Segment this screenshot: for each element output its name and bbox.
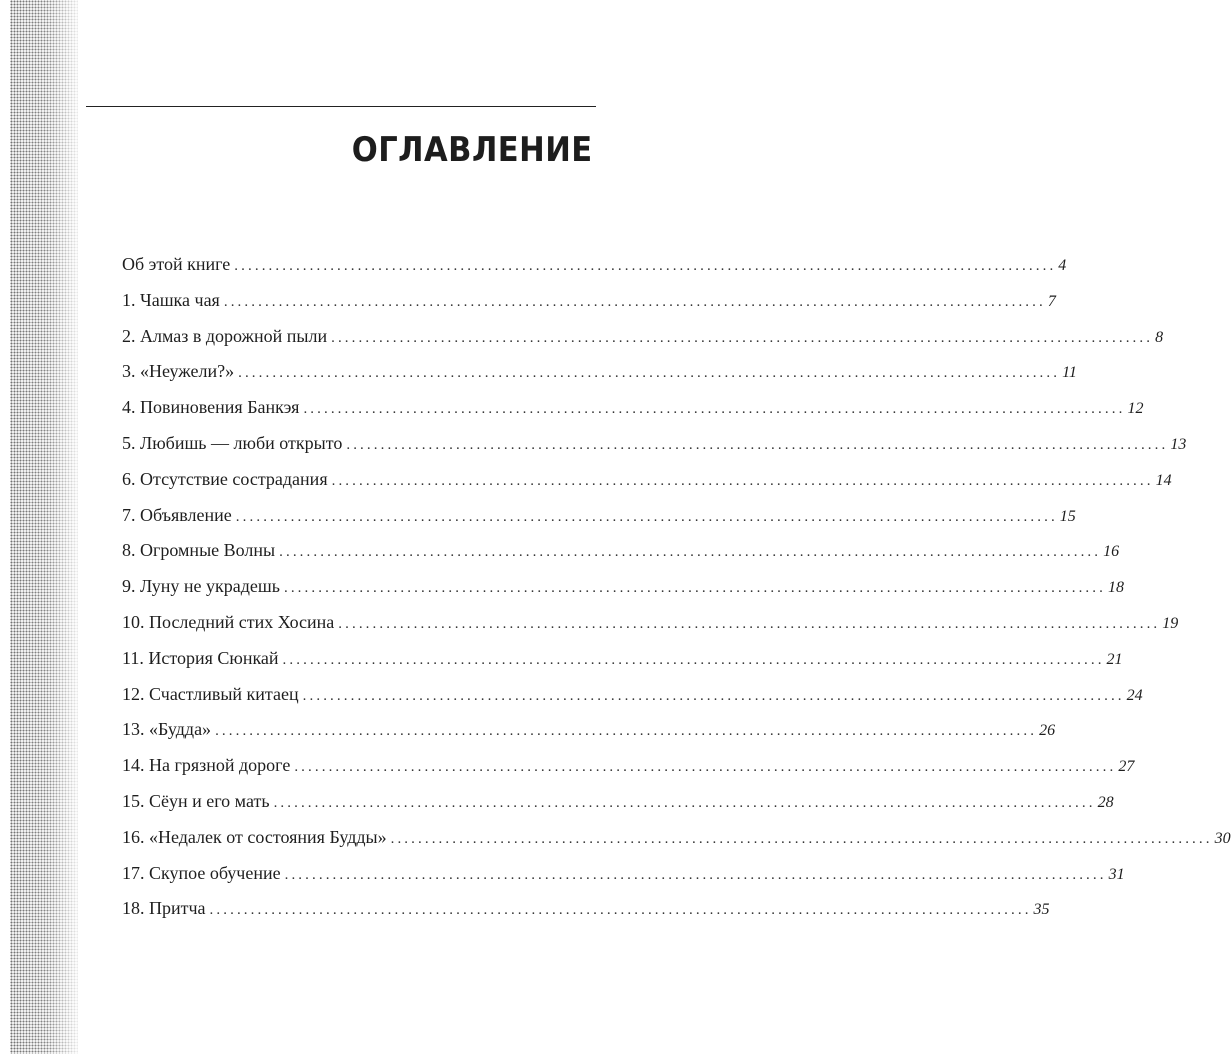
toc-entry-page: 18 — [1107, 579, 1124, 597]
toc-leader-dots: ........................................................................................................................ — [346, 436, 1169, 453]
toc-entry-page: 27 — [1118, 758, 1135, 776]
toc-entry[interactable] — [122, 576, 1124, 612]
toc-entry-page: 21 — [1106, 650, 1123, 668]
toc-entry-title: 12. Счастливый китаец — [122, 683, 299, 704]
toc-leader-dots: ........................................................................................................................ — [331, 472, 1154, 489]
toc-entry[interactable] — [122, 826, 1231, 863]
toc-entry-page: 7 — [1047, 292, 1056, 310]
table-of-contents — [122, 254, 1231, 934]
toc-entry-title: 6. Отсутствие сострадания — [122, 468, 328, 489]
toc-leader-dots: ........................................................................................................................ — [284, 866, 1107, 883]
toc-entry-title: 8. Огромные Волны — [122, 540, 276, 561]
toc-entry-page: 30 — [1214, 829, 1231, 847]
toc-entry-page: 4 — [1058, 257, 1067, 274]
toc-entry[interactable] — [122, 647, 1123, 684]
toc-entry[interactable] — [122, 432, 1187, 469]
toc-leader-dots: ........................................................................................................................ — [282, 651, 1105, 668]
page-title: ОГЛАВЛЕНИЕ — [352, 130, 593, 170]
toc-entry[interactable] — [122, 683, 1143, 720]
toc-leader-dots: ........................................................................................................................ — [238, 365, 1061, 382]
toc-entry-page: 8 — [1155, 328, 1164, 346]
toc-entry-page: 26 — [1039, 722, 1056, 740]
toc-entry[interactable] — [122, 397, 1144, 433]
toc-entry-title: Об этой книге — [122, 254, 231, 274]
toc-entry-page: 19 — [1162, 614, 1179, 632]
toc-entry[interactable] — [122, 468, 1172, 505]
toc-leader-dots: ........................................................................................................................ — [283, 580, 1106, 597]
toc-entry-page: 13 — [1170, 435, 1187, 453]
toc-entry-title: 2. Алмаз в дорожной пыли — [122, 325, 328, 346]
toc-entry[interactable] — [122, 862, 1125, 899]
toc-entry-title: 15. Сёун и его мать — [122, 790, 270, 811]
toc-entry-page: 31 — [1108, 865, 1125, 883]
toc-entry[interactable] — [122, 719, 1056, 755]
toc-entry-page: 12 — [1127, 400, 1144, 418]
toc-leader-dots: ........................................................................................................................ — [223, 293, 1046, 310]
toc-entry-title: 11. История Сюнкай — [122, 647, 279, 668]
toc-entry[interactable] — [122, 540, 1120, 576]
toc-entry[interactable] — [122, 254, 1067, 290]
toc-entry[interactable] — [122, 289, 1056, 326]
toc-entry-title: 5. Любишь — люби открыто — [122, 432, 343, 453]
toc-entry-title: 16. «Недалек от состояния Будды» — [122, 826, 387, 847]
toc-leader-dots: ........................................................................................................................ — [331, 329, 1154, 346]
toc-entry-title: 13. «Будда» — [122, 719, 212, 740]
toc-leader-dots: ........................................................................................................................ — [294, 759, 1117, 776]
toc-entry[interactable] — [122, 898, 1050, 934]
halftone-fade-overlay — [10, 0, 78, 1054]
toc-entry[interactable] — [122, 611, 1179, 648]
toc-leader-dots: ........................................................................................................................ — [234, 258, 1057, 274]
toc-entry-title: 18. Притча — [122, 898, 206, 919]
toc-entry[interactable] — [122, 790, 1114, 827]
toc-leader-dots: ........................................................................................................................ — [273, 794, 1096, 811]
toc-entry-title: 3. «Неужели?» — [122, 361, 235, 382]
toc-leader-dots: ........................................................................................................................ — [390, 830, 1213, 847]
toc-leader-dots: ........................................................................................................................ — [215, 723, 1038, 740]
toc-entry[interactable] — [122, 325, 1164, 362]
toc-entry-page: 16 — [1103, 543, 1120, 561]
toc-entry-page: 11 — [1062, 364, 1077, 382]
toc-leader-dots: ........................................................................................................................ — [338, 615, 1161, 632]
toc-entry[interactable] — [122, 504, 1076, 541]
toc-leader-dots: ........................................................................................................................ — [302, 687, 1125, 704]
toc-entry-title: 9. Луну не украдешь — [122, 576, 280, 597]
toc-entry-page: 14 — [1155, 471, 1172, 489]
toc-entry-title: 17. Скупое обучение — [122, 862, 281, 883]
toc-entry-title: 10. Последний стих Хосина — [122, 611, 335, 632]
toc-entry-title: 1. Чашка чая — [122, 289, 220, 310]
toc-leader-dots: ........................................................................................................................ — [303, 401, 1126, 418]
toc-entry-title: 14. На грязной дороге — [122, 755, 291, 776]
toc-leader-dots: ........................................................................................................................ — [209, 902, 1032, 919]
horizontal-rule — [86, 106, 596, 107]
toc-entry-page: 24 — [1126, 686, 1143, 704]
toc-entry-page: 28 — [1097, 793, 1114, 811]
toc-entry-title: 7. Объявление — [122, 504, 232, 525]
toc-entry[interactable] — [122, 755, 1135, 791]
toc-entry[interactable] — [122, 361, 1077, 397]
toc-leader-dots: ........................................................................................................................ — [279, 544, 1102, 561]
toc-entry-title: 4. Повиновения Банкэя — [122, 397, 300, 418]
toc-leader-dots: ........................................................................................................................ — [235, 508, 1058, 525]
toc-entry-page: 15 — [1059, 507, 1076, 525]
toc-entry-page: 35 — [1033, 901, 1050, 919]
